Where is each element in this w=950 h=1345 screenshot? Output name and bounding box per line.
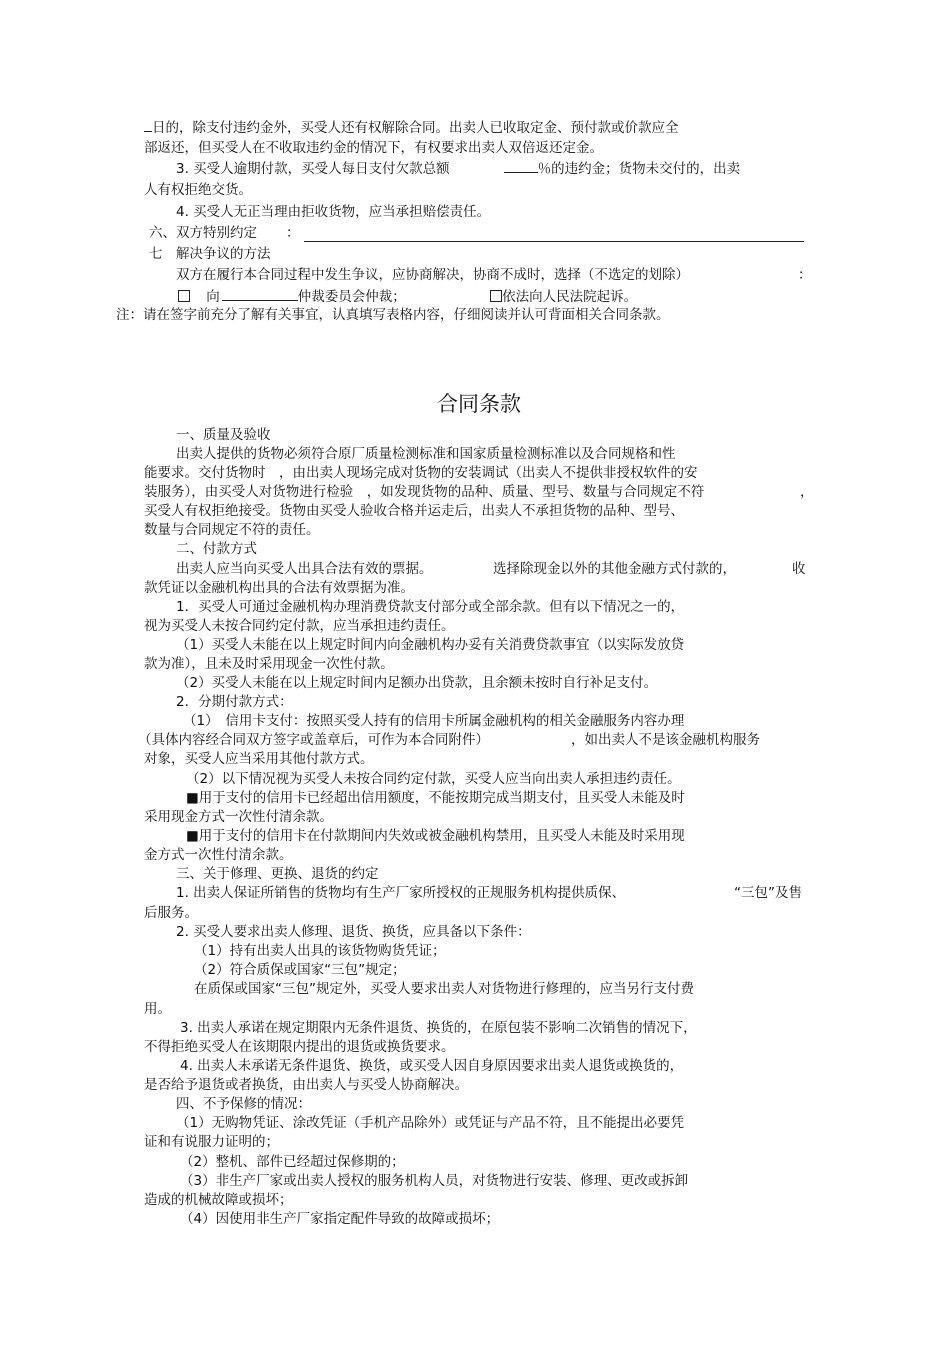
text-line: 视为买受人未按合同约定付款，应当承担违约责任。 [144,618,455,634]
blank-field [504,160,538,173]
section-heading: 一、质量及验收 [176,427,271,443]
text-line: 2. 买受人要求出卖人修理、退货、换货，应具备以下条件： [176,924,531,940]
special-agreement-field [304,241,804,242]
text-line: 4. 买受人无正当理由拒收货物，应当承担赔偿责任。 [176,204,491,220]
text-line: 出卖人应当向买受人出具合法有效的票据。 [176,561,433,577]
section-heading: 三、关于修理、更换、退货的约定 [176,866,379,882]
text-line: 能要求。交付货物时 ，由出卖人现场完成对货物的安装调试（出卖人不提供非授权软件的安 [144,465,698,481]
lawsuit-checkbox[interactable] [490,290,502,302]
text-line: （4）因使用非生产厂家指定配件导致的故障或损坏； [180,1211,500,1227]
text-line: 用。 [144,1001,171,1017]
text-line: ■用于支付的信用卡在付款期间内失效或被金融机构禁用，且买受人未能及时采用现 [186,828,685,844]
section-heading: 四、不予保修的情况： [176,1096,311,1112]
text-line: 选择除现金以外的其他金融方式付款的， [493,561,736,577]
text-line: 款凭证以金融机构出具的合法有效票据为准。 [144,580,414,596]
text-line: （2）以下情况视为买受人未按合同约定付款，买受人应当向出卖人承担违约责任。 [186,771,681,787]
text-line: 人有权拒绝交货。 [144,182,252,198]
text-line: “三包”及售 [734,885,802,901]
text-line: 对象，买受人应当采用其他付款方式。 [144,751,374,767]
text-line: 金方式一次性付清余款。 [144,847,293,863]
text-line: 是否给予退货或者换货，由出卖人与买受人协商解决。 [144,1077,468,1093]
text-line: 1．买受人可通过金融机构办理消费贷款支付部分或全部余款。但有以下情况之一的， [176,599,685,615]
text-line: （1） 信用卡支付：按照买受人持有的信用卡所属金融机构的相关金融服务内容办理 [183,713,685,729]
text-line: 后服务。 [144,905,198,921]
text-line: （2）符合质保或国家“三包”规定； [194,962,406,978]
text-line: 收 [792,561,806,577]
section-heading: 二、付款方式 [176,541,257,557]
blank-line [144,119,152,132]
text-line: （1）买受人未能在以上规定时间内向金融机构办妥有关消费贷款事宜（以实际发放贷 [176,637,685,653]
text-line: （2）买受人未能在以上规定时间内足额办出贷款，且余额未按时自行补足支付。 [176,675,658,691]
dispute-options: 向 仲裁委员会仲裁； 依法向人民法院起诉。 [178,288,637,307]
text-line: 装服务），由买受人对货物进行检验 ，如发现货物的品种、质量、型号、数量与合同规定不符 [144,484,705,500]
page-title: 合同条款 [437,392,521,416]
blank-field [222,288,298,301]
colon: ： [798,267,812,283]
text-line: 日的，除支付违约金外，买受人还有权解除合同。出卖人已收取定金、预付款或价款应全 [144,119,679,138]
text-line: （具体内容经合同双方签字或盖章后，可作为本合同附件） [138,732,489,748]
text-line: ， [800,484,814,500]
text-line: 3. 买受人逾期付款，买受人每日支付欠款总额 ％的违约金；货物未交付的，出卖 [176,161,741,177]
text-line: 部返还，但买受人在不收取违约金的情况下，有权要求出卖人双倍返还定金。 [144,140,603,156]
text-line: （2）整机、部件已经超过保修期的； [180,1154,405,1170]
text-line: 1. 出卖人保证所销售的货物均有生产厂家所授权的正规服务机构提供质保、 [176,885,626,901]
text-line: ，如出卖人不是该金融机构服务 [571,732,760,748]
text-line: 采用现金方式一次性付清余款。 [144,809,333,825]
section-heading: 六、双方特别约定 [149,225,257,241]
text-line: （3）非生产厂家或出卖人授权的服务机构人员，对货物进行安装、修理、更改或拆卸 [180,1173,689,1189]
text-line: 2．分期付款方式： [176,694,293,710]
text-line: 3. 出卖人承诺在规定期限内无条件退货、换货的，在原包装不影响二次销售的情况下， [180,1020,697,1036]
text-line: 出卖人提供的货物必须符合原厂质量检测标准和国家质量检测标准以及合同规格和性 [176,446,676,462]
text-line: 款为准），且未及时采用现金一次性付款。 [144,656,394,672]
text-line: 4. 出卖人未承诺无条件退货、换货，或买受人因自身原因要求出卖人退货或换货的， [180,1058,684,1074]
text-line: 数量与合同规定不符的责任。 [144,522,320,538]
section-heading: 七 解决争议的方法 [149,246,271,262]
text-line: ■用于支付的信用卡已经超出信用额度，不能按期完成当期支付，且买受人未能及时 [186,790,685,806]
text-line: 在质保或国家“三包”规定外，买受人要求出卖人对货物进行修理的，应当另行支付费 [194,981,694,997]
text-line: 买受人有权拒绝接受。货物由买受人验收合格并运走后，出卖人不承担货物的品种、型号、 [144,503,684,519]
note-text: 注：请在签字前充分了解有关事宜，认真填写表格内容，仔细阅读并认可背面相关合同条款。 [116,307,670,323]
text-line: （1）无购物凭证、涂改凭证（手机产品除外）或凭证与产品不符，且不能提出必要凭 [176,1115,685,1131]
text-line: （1）持有出卖人出具的该货物购货凭证； [194,943,446,959]
text-line: 证和有说服力证明的； [144,1134,279,1150]
text-line: 不得拒绝买受人在该期限内提出的退货或换货要求。 [144,1039,455,1055]
text-line: 双方在履行本合同过程中发生争议，应协商解决，协商不成时，选择（不选定的划除） [176,267,689,283]
arbitration-checkbox[interactable] [178,290,190,302]
text-line: 造成的机械故障或损坏； [144,1192,293,1208]
colon: ： [286,225,300,241]
